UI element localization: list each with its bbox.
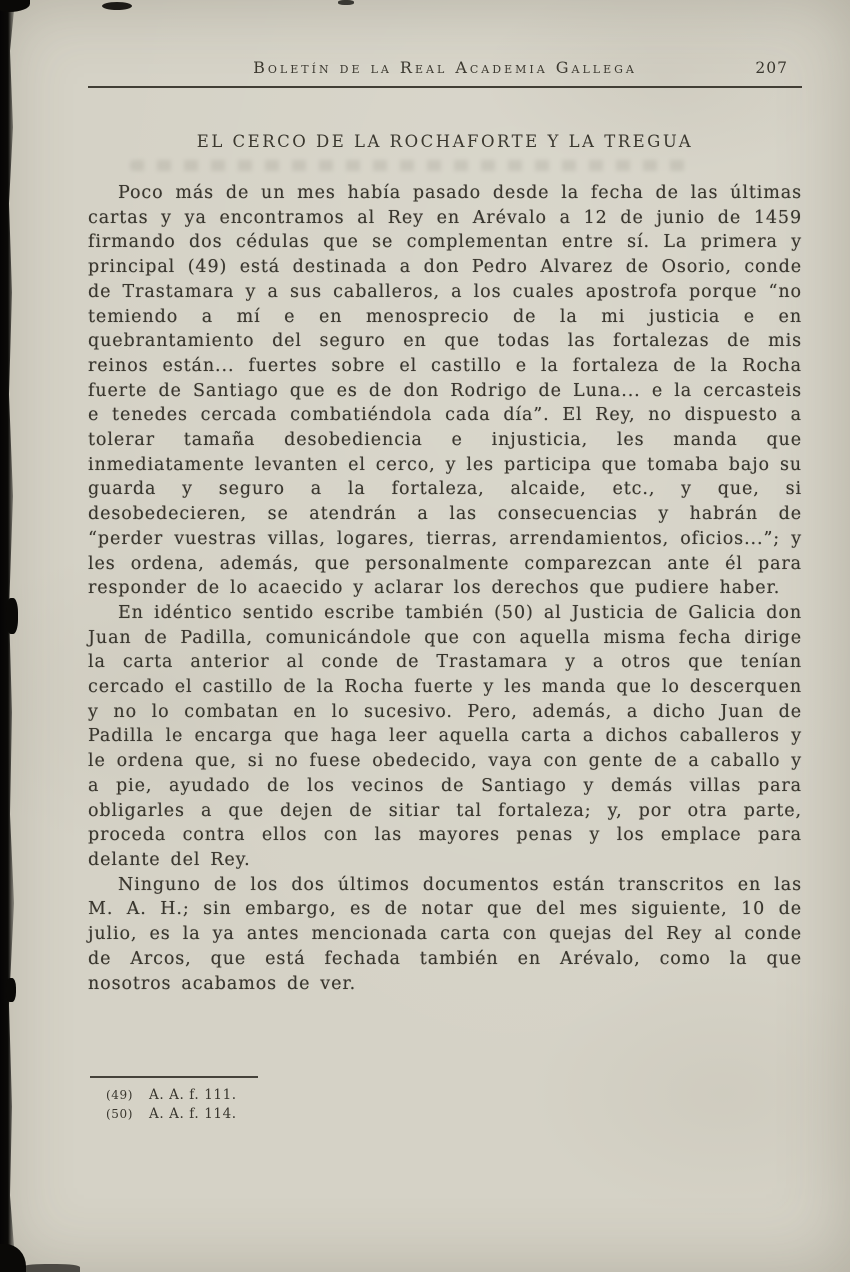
paragraph: Poco más de un mes había pasado desde la fecha de las últimas cartas y ya encontramos al Rey en Arévalo a 12 de junio de 1459 firmando dos cédulas que se complementan entre sí. La primera y principal (49) está destinada a don Pedro Alvarez de Osorio, conde de Trastamara y a sus caballeros, a los cuales apostrofa porque “no temiendo a mí e en menosprecio de la mi justicia e en quebrantamiento del seguro en que todas las fortalezas de mis reinos están... fuertes sobre el castillo e la fortaleza de la Rocha fuerte de Santiago que es de don Rodrigo de Luna... e la cercasteis e tenedes cercada combatiéndola cada día”. El Rey, no dispuesto a tolerar tamaña desobediencia e injusticia, les manda que inmediatamente levanten el cerco, y les participa que tomaba bajo su guarda y seguro a la fortaleza, alcaide, etc., y que, si desobedecieren, se atendrán a las consecuencias y habrán de “perder vuestras villas, logares, tierras, arrendamientos, oficios...”; y les ordena, además, que personalmente comparezcan ante él para responder de lo acaecido y aclarar los derechos que pudiere haber.	[88, 183, 802, 599]
footnotes	[88, 1086, 802, 1123]
footnote-rule	[90, 1076, 258, 1078]
scan-artifact	[6, 978, 16, 1002]
footnote-text: A. A. f. 111.	[149, 1087, 237, 1103]
footnote-marker: (50)	[106, 1106, 134, 1121]
footnote-marker: (49)	[106, 1088, 134, 1102]
page-header	[88, 58, 802, 77]
footnote	[88, 1086, 802, 1105]
scan-artifact	[338, 0, 354, 5]
scan-artifact	[0, 0, 30, 12]
paragraph: Ninguno de los dos últimos documentos están transcritos en las M. A. H.; sin embargo, es de notar que del mes siguiente, 10 de julio, es la ya antes mencionada carta con quejas del Rey al conde de Arcos, que está fechada también en Arévalo, como la que nosotros acabamos de ver.	[88, 874, 802, 994]
article-title: EL CERCO DE LA ROCHAFORTE Y LA TREGUA	[196, 132, 694, 151]
footnote	[88, 1105, 802, 1124]
header-rule	[88, 86, 802, 88]
footnote-text: A. A. f. 114.	[149, 1105, 237, 1122]
journal-title: Boletín de la Real Academia Gallega	[253, 58, 637, 77]
show-through-artifact	[130, 160, 690, 171]
scan-artifact	[6, 598, 18, 634]
scan-artifact	[22, 1264, 80, 1272]
page-number: 207	[755, 59, 788, 77]
article-body	[88, 181, 802, 996]
scan-binding-edge	[0, 0, 18, 1272]
paragraph: En idéntico sentido escribe también (50) al Justicia de Galicia don Juan de Padilla, comunicándole que con aquella misma fecha dirige la carta anterior al conde de Trastamara y a otros que tenían cercado el castillo de la Rocha fuerte y les manda que lo descerquen y no lo combatan en lo sucesivo. Pero, además, a dicho Juan de Padilla le encarga que haga leer aquella carta a dichos caballeros y le ordena que, si no fuese obedecido, vaya con gente de a caballo y a pie, ayudado de los vecinos de Santiago y demás villas para obligarles a que dejen de sitiar tal fortaleza; y, por otra parte, proceda contra ellos con las mayores penas y los emplace para delante del Rey.	[88, 602, 802, 870]
scan-artifact	[102, 2, 132, 10]
